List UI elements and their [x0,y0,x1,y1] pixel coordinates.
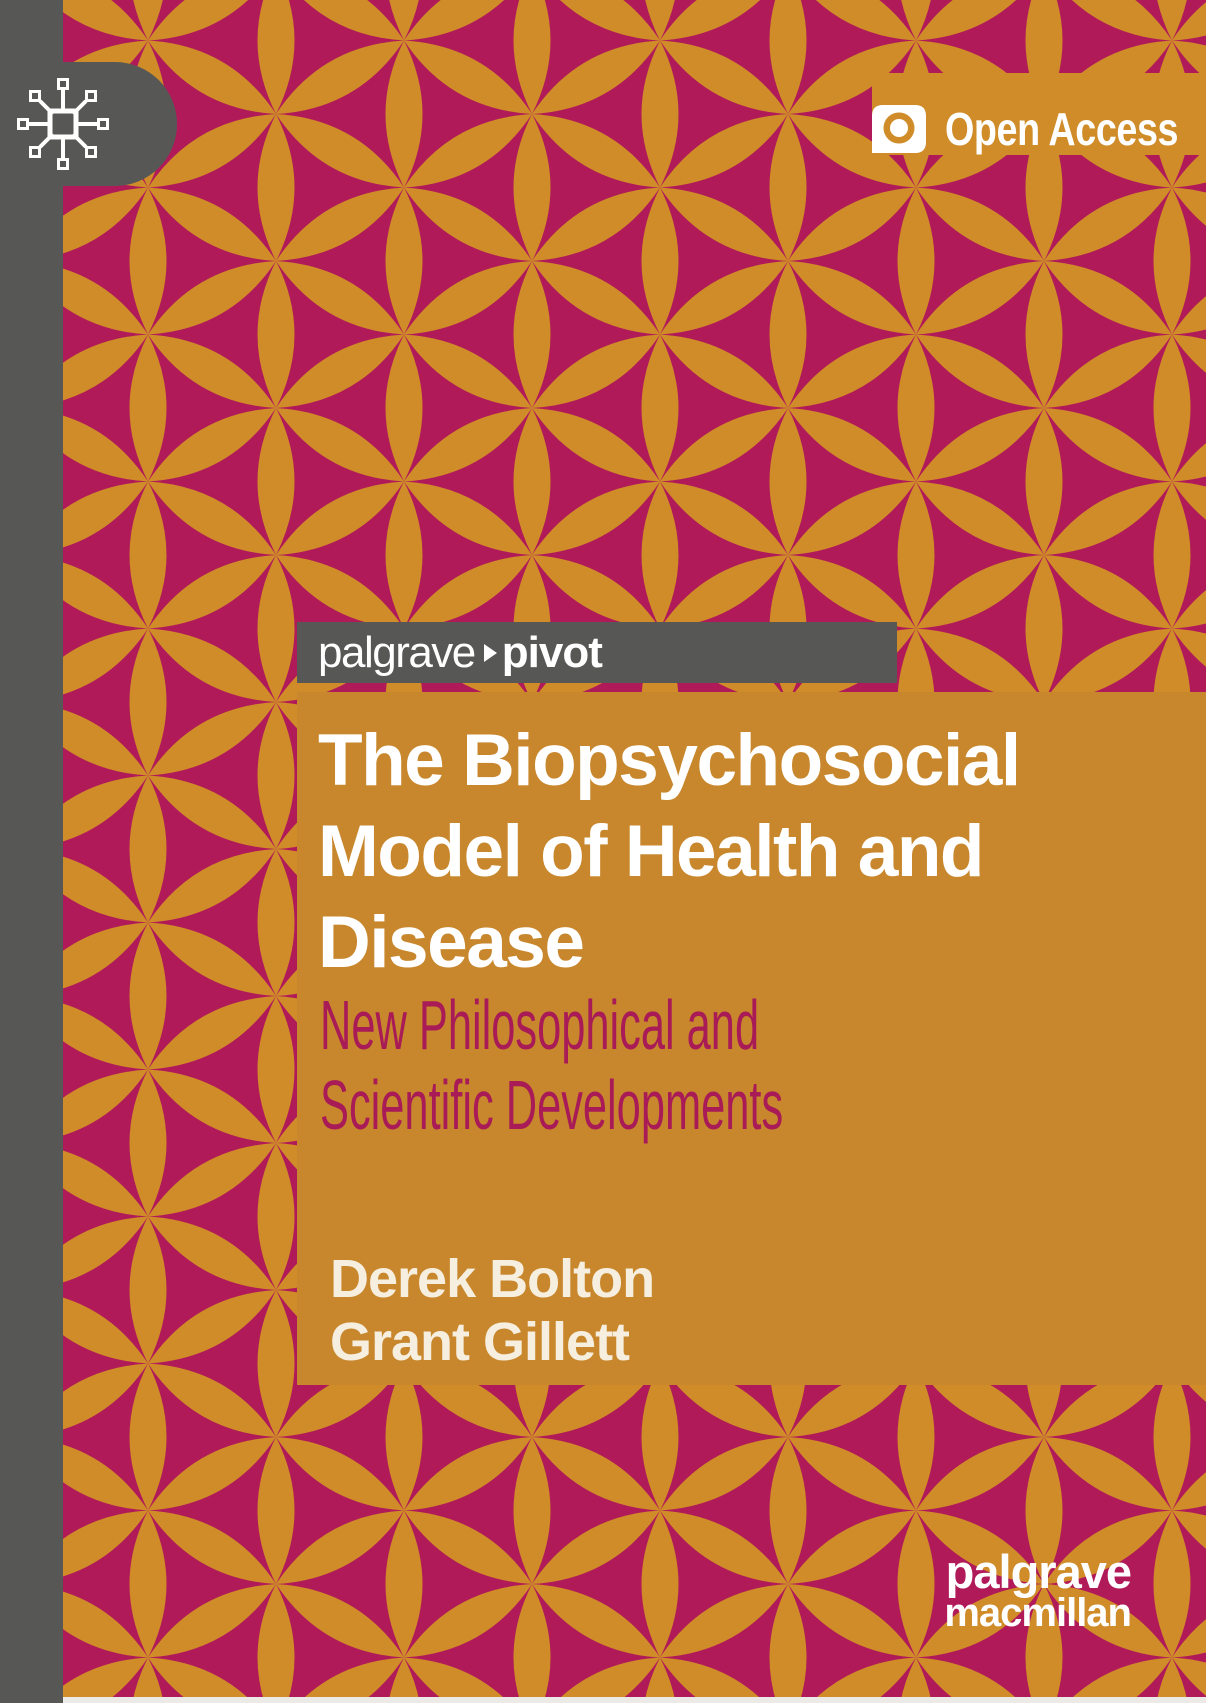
series-logo-bar [297,622,897,683]
publisher-name-line-1: palgrave [945,1545,1131,1598]
spine-bar [0,0,63,1703]
open-access-label: Open Access [945,103,1179,155]
page-edge-strip [63,1697,1206,1703]
title-line-1: The Biopsychosocial [318,720,1020,801]
subtitle-line-1: New Philosophical and [320,986,760,1064]
book-title [318,715,1020,988]
series-name: palgrave [318,627,475,677]
open-access-panel [872,73,1206,155]
author-2: Grant Gillett [330,1312,630,1372]
series-edition: pivot [501,627,602,677]
title-line-2: Model of Health and [318,811,983,892]
logo-tab [0,62,177,186]
subtitle-line-2: Scientific Developments [320,1066,784,1144]
publisher-name-line-2: macmillan [944,1591,1131,1635]
book-authors [330,1248,654,1374]
pivot-arrow-icon [484,644,497,662]
title-line-3: Disease [318,902,584,983]
book-subtitle [320,985,783,1145]
publisher-logo [944,1545,1131,1635]
network-hub-icon [11,72,115,176]
author-1: Derek Bolton [330,1249,655,1309]
title-panel [297,692,1206,1385]
